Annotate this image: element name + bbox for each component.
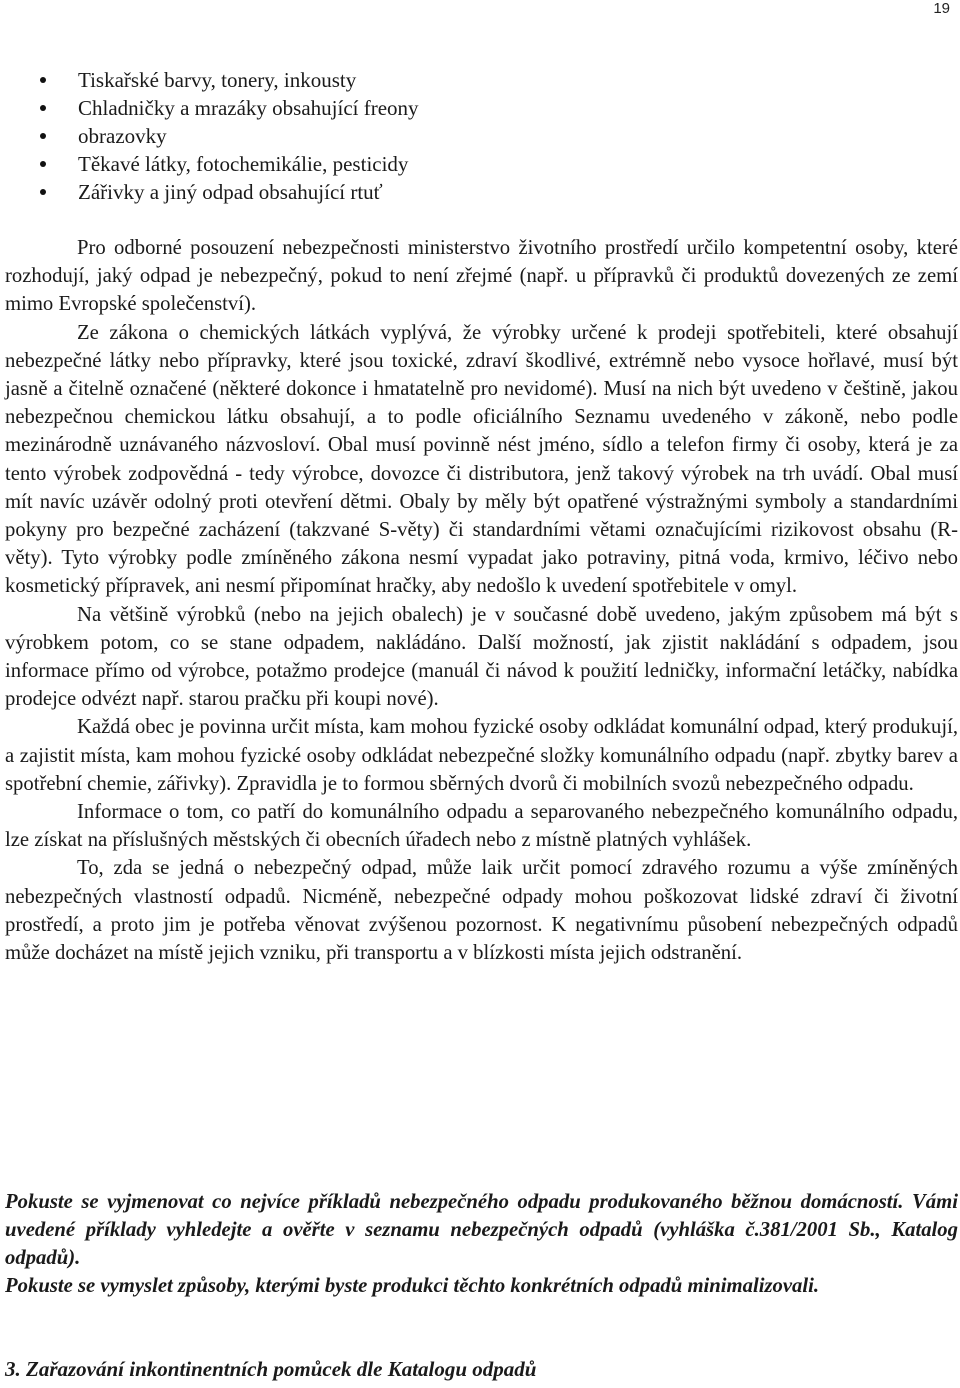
list-item-text: obrazovky [78, 124, 167, 148]
bullet-icon [40, 133, 46, 139]
body-text [5, 234, 958, 967]
exercise-tasks [5, 1188, 958, 1300]
paragraph-assessment: Pro odborné posouzení nebezpečnosti ministerstvo životního prostředí určilo kompetentní osoby, které rozhodují, jaký odpad je nebezpečný, pokud to není zřejmé (např. u přípravků či produktů dovezených ze zemí mimo Evropské společenství). [5, 237, 958, 316]
list-item [0, 178, 960, 206]
bullet-icon [40, 161, 46, 167]
list-item [0, 94, 960, 122]
list-item-text: Tiskařské barvy, tonery, inkousty [78, 68, 357, 92]
list-item-text: Chladničky a mrazáky obsahující freony [78, 96, 419, 120]
list-item [0, 66, 960, 94]
list-item-text: Těkavé látky, fotochemikálie, pesticidy [78, 152, 409, 176]
list-item [0, 122, 960, 150]
paragraph-information: Informace o tom, co patří do komunálního odpadu a separovaného nebezpečného komunálního odpadu, lze získat na příslušných městských či obecních úřadech nebo z místně platných vyhlášek. [5, 801, 958, 852]
paragraph-municipal-collection: Každá obec je povinna určit místa, kam mohou fyzické osoby odkládat komunální odpad, který produkují, a zajistit místa, kam mohou fyzické osoby odkládat nebezpečné složky komunálního odpadu (např. zbytky barev a spotřební chemie, zářivky). Zpravidla je to formou sběrných dvorů či mobilních svozů nebezpečného odpadu. [5, 716, 958, 795]
bullet-icon [40, 77, 46, 83]
paragraph-product-labels: Na většině výrobků (nebo na jejich obalech) je v současné době uvedeno, jakým způsobem má být s výrobkem potom, co se stane odpadem, nakládáno. Další možností, jak zjistit nakládání s odpadem, jsou informace přímo od výrobce, potažmo prodejce (manuál či návod k použití ledničky, informační letáčky, nabídka prodejce odvézt např. starou pračku při koupi nové). [5, 603, 958, 711]
paragraph-chemical-law: Ze zákona o chemických látkách vyplývá, že výrobky určené k prodeji spotřebiteli, které obsahují nebezpečné látky nebo přípravky, které jsou toxické, zdraví škodlivé, extrémně nebo vysoce hořlavé, musí být jasně a čitelně označené (některé dokonce i hmatatelně pro nevidomé). Musí na nich být uvedeno v češtině, jakou nebezpečnou chemickou látku obsahují, a to podle oficiálního Seznamu uvedeného v zákoně, nebo podle mezinárodně uznávaného názvosloví. Obal musí povinně nést jméno, sídlo a telefon firmy či osoby, která je za tento výrobek zodpovědná - tedy výrobce, dovozce či distributora, jenž takový výrobek na trh uvádí. Obal musí mít navíc uzávěr odolný proti otevření dětmi. Obaly by měly být opatřené výstražnými symboly a standardními pokyny pro bezpečné zacházení (takzvané S-věty) či standardními větami označujícími rizikovost obsahu (R-věty). Tyto výrobky podle zmíněného zákona nesmí vypadat jako potraviny, pitná voda, krmivo, léčivo nebo kosmetický přípravek, ani nesmí připomínat hračky, aby nedošlo k uvedení spotřebitele v omyl. [5, 321, 958, 598]
bullet-icon [40, 189, 46, 195]
bullet-icon [40, 105, 46, 111]
list-item-text: Zářivky a jiný odpad obsahující rtuť [78, 180, 383, 204]
page-number: 19 [933, 0, 950, 17]
section-heading: 3. Zařazování inkontinentních pomůcek dle Katalogu odpadů [5, 1357, 537, 1381]
task-list-examples: Pokuste se vyjmenovat co nejvíce příkladů nebezpečného odpadu produkovaného běžnou domácností. Vámi uvedené příklady vyhledejte a ověřte v seznamu nebezpečných odpadů (vyhláška č.381/2001 Sb., Katalog odpadů). [5, 1191, 958, 1269]
task-minimization: Pokuste se vymyslet způsoby, kterými byste produkci těchto konkrétních odpadů minimalizovali. [5, 1275, 820, 1297]
hazardous-waste-list [0, 66, 960, 206]
paragraph-layman-assessment: To, zda se jedná o nebezpečný odpad, může laik určit pomocí zdravého rozumu a výše zmíněných nebezpečných vlastností odpadů. Nicméně, nebezpečné odpady mohou poškozovat lidské zdraví či životní prostředí, a proto jim je potřeba věnovat zvýšenou pozornost. K negativnímu působení nebezpečných odpadů může docházet na místě jejich vzniku, při transportu a v blízkosti místa jejich odstranění. [5, 857, 958, 965]
list-item [0, 150, 960, 178]
